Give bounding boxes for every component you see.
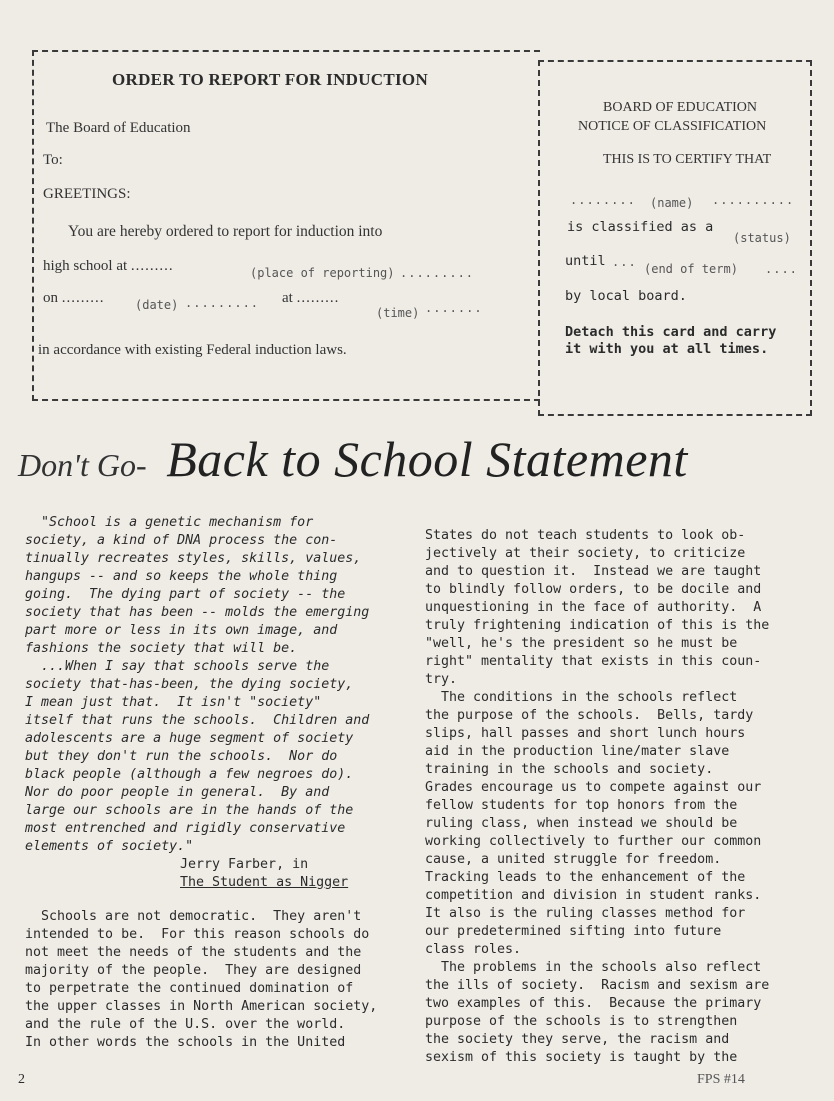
induction-line3-prefix: on [43,290,58,306]
induction-to: To: [43,152,63,168]
label-place: (place of reporting) [250,266,395,280]
card-board: BOARD OF EDUCATION [603,100,758,115]
text-line: society, a kind of DNA process the con- [25,533,338,548]
text-line: truly frightening indication of this is the [425,618,770,633]
card-until: until [565,253,606,269]
text-line: not meet the needs of the students and the [25,945,362,960]
text-line: our predetermined sifting into future [425,924,722,939]
text-line: right" mentality that exists in this coun- [425,654,762,669]
text-line: to blindly follow orders, to be docile and [425,582,762,597]
induction-at-word: at [282,290,293,306]
label-time: (time) [376,306,420,320]
dotted-blank: ......... [130,258,174,274]
dotted-blank: ......... [400,266,475,280]
induction-greeting: GREETINGS: [43,186,131,202]
dotted-blank: .......... [712,193,795,207]
label-term: (end of term) [644,262,738,276]
text-line: "well, he's the president so he must be [425,636,738,651]
text-line: tinually recreates styles, skills, values, [25,551,362,566]
text-line: I mean just that. It isn't "society" [25,695,322,710]
text-line: In other words the schools in the United [25,1035,346,1050]
text-line: competition and division in student ranks. [425,888,762,903]
attribution-name: Jerry Farber, in [180,857,309,872]
induction-line3 [43,290,105,307]
text-line: going. The dying part of society -- the [25,587,346,602]
text-line: black people (although a few negroes do). [25,767,354,782]
text-line: class roles. [425,942,522,957]
text-line: working collectively to further our common [425,834,762,849]
text-line: majority of the people. They are designed [25,963,362,978]
text-line: itself that runs the schools. Children and [25,713,370,728]
text-line: the ills of society. Racism and sexism are [425,978,770,993]
dotted-blank: ....... [425,301,483,315]
text-line: unquestioning in the face of authority. A [425,600,762,615]
card-by-board: by local board. [565,288,687,304]
induction-closing: in accordance with existing Federal induction laws. [38,342,347,358]
text-line: most entrenched and rigidly conservative [25,821,346,836]
text-line: fashions the society that will be. [25,641,298,656]
induction-line2-prefix: high school at [43,258,128,274]
induction-line2 [43,258,174,275]
label-status: (status) [733,231,791,245]
text-line: the society they serve, the racism and [425,1032,730,1047]
card-detach-2: it with you at all times. [565,341,769,357]
text-line: but they don't run the schools. Nor do [25,749,338,764]
induction-at [282,290,339,307]
text-line: Schools are not democratic. They aren't [25,909,362,924]
card-notice: NOTICE OF CLASSIFICATION [578,119,767,134]
text-line: Grades encourage us to compete against our [425,780,762,795]
attribution-source: The Student as Nigger [180,875,349,890]
dotted-blank: ......... [185,296,260,310]
dotted-blank: ......... [61,290,105,306]
article-left-column [25,514,377,1052]
text-line: aid in the production line/mater slave [425,744,730,759]
text-line: fellow students for top honors from the [425,798,738,813]
dotted-blank: ......... [296,290,340,306]
text-line: States do not teach students to look ob- [425,528,746,543]
text-line: ...When I say that schools serve the [25,659,330,674]
text-line: two examples of this. Because the primary [425,996,762,1011]
text-line: slips, hall passes and short lunch hours [425,726,746,741]
card-classified: is classified as a [567,219,714,235]
text-line: the upper classes in North American society, [25,999,378,1014]
dotted-blank: ........ [570,193,636,207]
dotted-blank: ... [612,255,637,269]
induction-board: The Board of Education [46,120,191,136]
page-number: 2 [18,1072,25,1087]
induction-title: ORDER TO REPORT FOR INDUCTION [112,70,429,89]
text-line: large our schools are in the hands of the [25,803,354,818]
text-line: to perpetrate the continued domination of [25,981,354,996]
issue-label: FPS #14 [697,1072,745,1087]
text-line: part more or less in its own image, and [25,623,338,638]
text-line: and the rule of the U.S. over the world. [25,1017,346,1032]
article-quote [25,514,377,856]
text-line: jectively at their society, to criticize [425,546,746,561]
text-line: Tracking leads to the enhancement of the [425,870,746,885]
text-line: purpose of the schools is to strengthen [425,1014,738,1029]
label-name: (name) [650,196,694,210]
headline-prefix: Don't Go- [18,447,147,483]
dotted-blank: .... [765,262,798,276]
text-line: society that-has-been, the dying society, [25,677,354,692]
article-body-left [25,908,377,1052]
text-line: elements of society." [25,839,194,854]
text-line: Nor do poor people in general. By and [25,785,330,800]
headline [18,430,688,500]
induction-line1: You are hereby ordered to report for induction into [68,223,383,240]
headline-title: Back to School Statement [166,431,688,487]
text-line: try. [425,672,458,687]
text-line: training in the schools and society. [425,762,714,777]
text-line: the purpose of the schools. Bells, tardy [425,708,754,723]
text-line: hangups -- and so keeps the whole thing [25,569,338,584]
text-line: The problems in the schools also reflect [425,960,762,975]
article-right-column [425,527,769,1067]
label-date: (date) [135,298,179,312]
card-certify: THIS IS TO CERTIFY THAT [603,152,772,167]
text-line: sexism of this society is taught by the [425,1050,738,1065]
text-line: intended to be. For this reason schools do [25,927,370,942]
text-line: "School is a genetic mechanism for [25,515,314,530]
card-detach-1: Detach this card and carry [565,324,777,340]
text-line: and to question it. Instead we are taught [425,564,762,579]
text-line: It also is the ruling classes method for [425,906,746,921]
text-line: The conditions in the schools reflect [425,690,738,705]
text-line: adolescents are a huge segment of society [25,731,354,746]
text-line: ruling class, when instead we should be [425,816,738,831]
text-line: cause, a united struggle for freedom. [425,852,722,867]
text-line: society that has been -- molds the emerging [25,605,370,620]
